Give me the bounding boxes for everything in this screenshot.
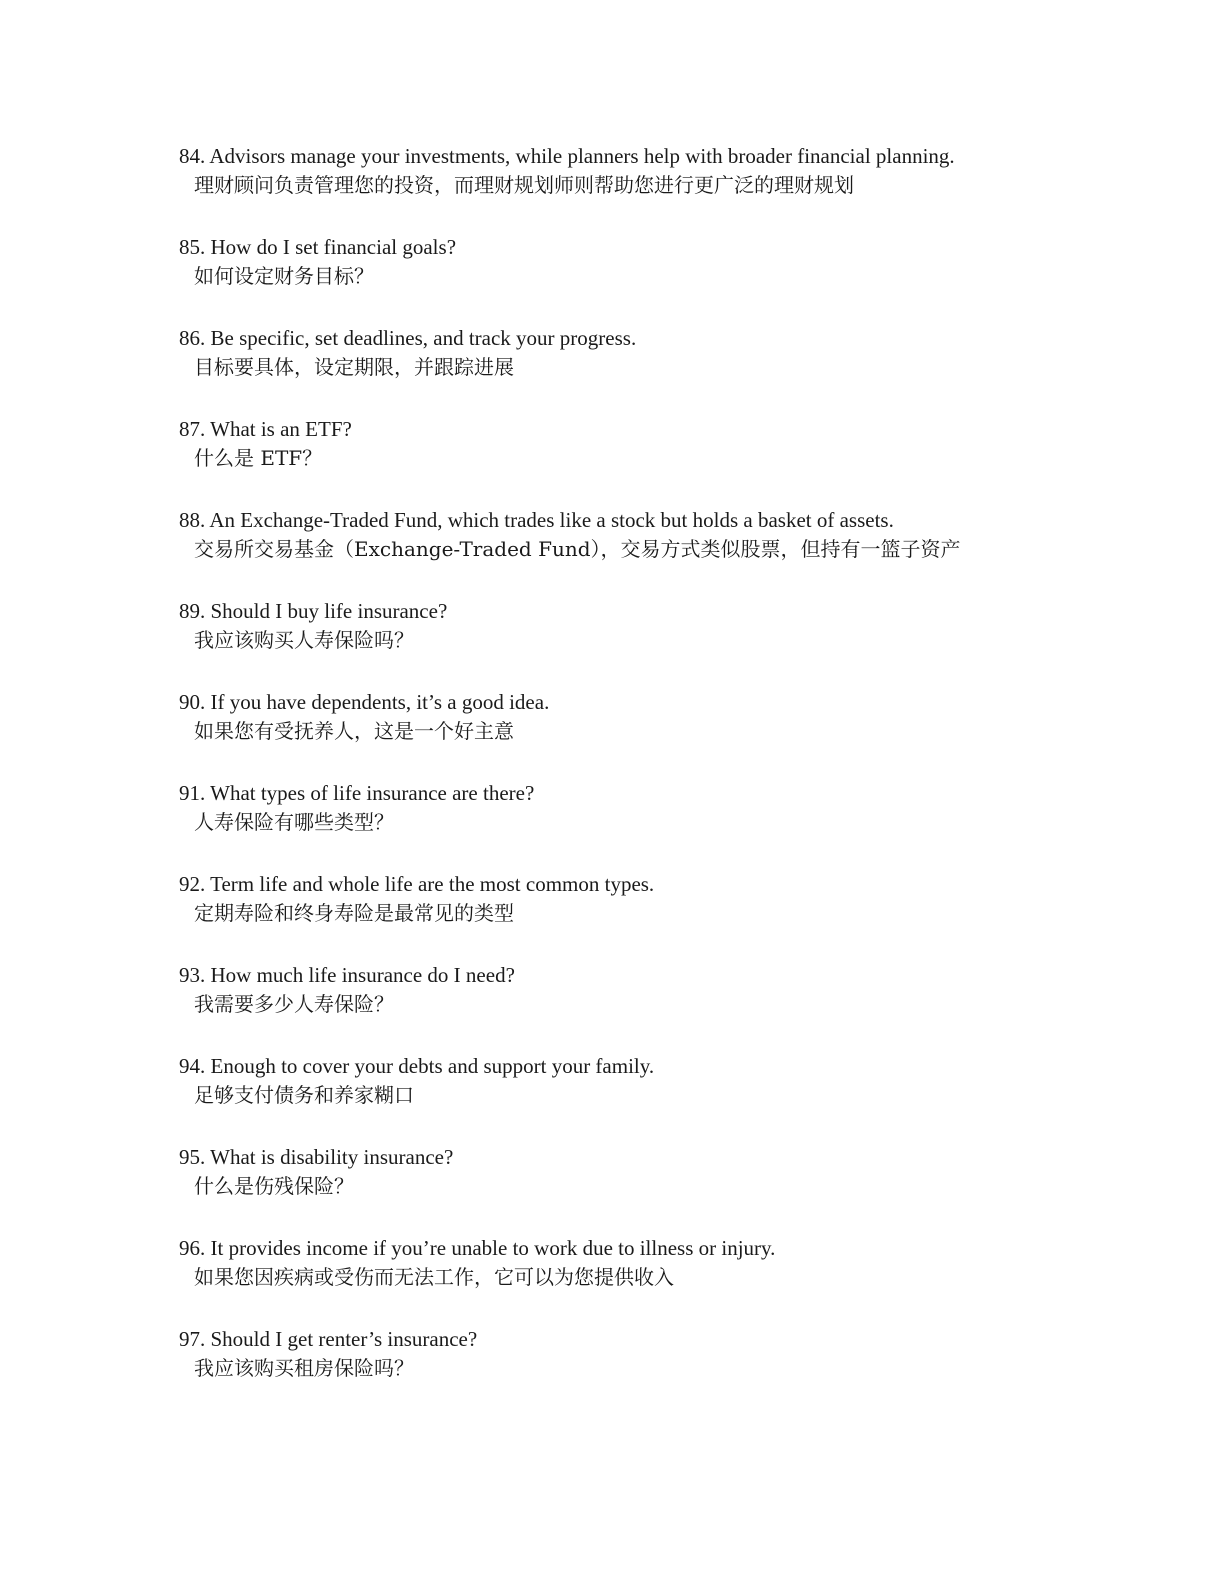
- qa-entry-88: [179, 506, 1139, 597]
- qa-entry-90: [179, 688, 1139, 779]
- english-line: 95. What is disability insurance?: [179, 1145, 454, 1169]
- english-line: 93. How much life insurance do I need?: [179, 963, 515, 987]
- chinese-line: 什么是伤残保险？: [194, 1174, 354, 1198]
- chinese-line: 如何设定财务目标？: [194, 264, 374, 288]
- chinese-line: 人寿保险有哪些类型？: [194, 810, 394, 834]
- qa-list: [179, 142, 1139, 1416]
- chinese-line: 我应该购买租房保险吗？: [194, 1356, 414, 1380]
- english-line: 96. It provides income if you’re unable to work due to illness or injury.: [179, 1236, 776, 1260]
- chinese-line: 我应该购买人寿保险吗？: [194, 628, 414, 652]
- english-line: 88. An Exchange-Traded Fund, which trades like a stock but holds a basket of assets.: [179, 508, 894, 532]
- english-line: 94. Enough to cover your debts and support your family.: [179, 1054, 655, 1078]
- qa-entry-94: [179, 1052, 1139, 1143]
- english-line: 85. How do I set financial goals?: [179, 235, 457, 259]
- chinese-line: 我需要多少人寿保险？: [194, 992, 394, 1016]
- english-line: 86. Be specific, set deadlines, and track your progress.: [179, 326, 637, 350]
- qa-entry-95: [179, 1143, 1139, 1234]
- qa-entry-87: [179, 415, 1139, 506]
- qa-entry-97: [179, 1325, 1139, 1416]
- chinese-line: 理财顾问负责管理您的投资，而理财规划师则帮助您进行更广泛的理财规划: [194, 173, 854, 197]
- english-line: 87. What is an ETF?: [179, 417, 352, 441]
- english-line: 92. Term life and whole life are the most common types.: [179, 872, 655, 896]
- qa-entry-84: [179, 142, 1139, 233]
- qa-entry-89: [179, 597, 1139, 688]
- english-line: 84. Advisors manage your investments, while planners help with broader financial planning.: [179, 144, 955, 168]
- english-line: 91. What types of life insurance are there?: [179, 781, 535, 805]
- qa-entry-86: [179, 324, 1139, 415]
- qa-entry-91: [179, 779, 1139, 870]
- chinese-line: 足够支付债务和养家糊口: [194, 1083, 414, 1107]
- qa-entry-85: [179, 233, 1139, 324]
- english-line: 97. Should I get renter’s insurance?: [179, 1327, 478, 1351]
- chinese-line: 什么是 ETF？: [194, 446, 323, 470]
- english-line: 89. Should I buy life insurance?: [179, 599, 448, 623]
- qa-entry-92: [179, 870, 1139, 961]
- chinese-line: 目标要具体，设定期限，并跟踪进展: [194, 355, 514, 379]
- qa-entry-96: [179, 1234, 1139, 1325]
- chinese-line: 如果您有受抚养人，这是一个好主意: [194, 719, 514, 743]
- chinese-line: 交易所交易基金（Exchange-Traded Fund），交易方式类似股票，但持有一篮子资产: [194, 537, 961, 561]
- chinese-line: 如果您因疾病或受伤而无法工作，它可以为您提供收入: [194, 1265, 674, 1289]
- english-line: 90. If you have dependents, it’s a good idea.: [179, 690, 550, 714]
- chinese-line: 定期寿险和终身寿险是最常见的类型: [194, 901, 514, 925]
- qa-entry-93: [179, 961, 1139, 1052]
